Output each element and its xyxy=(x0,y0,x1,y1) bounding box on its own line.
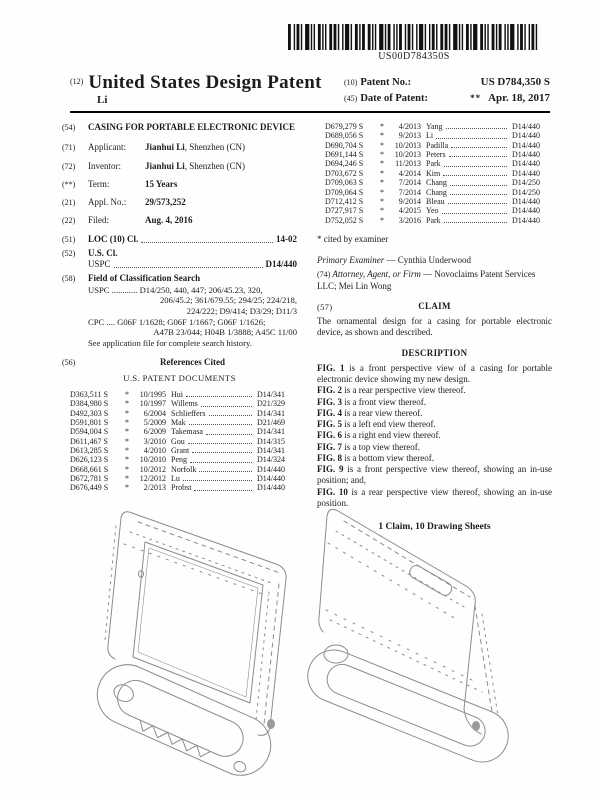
ref-examiner-star: * xyxy=(380,150,384,160)
ref-patent-number: D752,052 S xyxy=(325,215,364,225)
barcode-bars xyxy=(288,24,540,50)
ref-patent-number: D591,801 S xyxy=(70,417,109,427)
reference-row xyxy=(62,483,297,492)
figure-1-front-perspective-drawing xyxy=(56,500,308,798)
dot-leader xyxy=(190,462,252,463)
field-number: (45) xyxy=(344,94,358,103)
reference-row xyxy=(62,409,297,418)
date-of-patent-value: Apr. 18, 2017 xyxy=(488,92,550,104)
patent-number-label: Patent No.: xyxy=(360,77,412,88)
ref-date: 12/2012 xyxy=(139,474,166,484)
figure-label: FIG. 8 xyxy=(317,452,343,463)
ref-inventor: Park xyxy=(426,159,441,169)
ref-class: D14/341 xyxy=(257,446,285,456)
dot-leader xyxy=(206,434,252,435)
ref-inventor: Chang xyxy=(426,187,447,197)
barcode-number: US00D784350S xyxy=(378,51,450,62)
us-patent-documents-heading: U.S. PATENT DOCUMENTS xyxy=(123,373,236,384)
ref-patent-number: D690,704 S xyxy=(325,140,364,150)
ref-examiner-star: * xyxy=(125,464,129,474)
claim-text: The ornamental design for a casing for portable electronic device, as shown and described. xyxy=(317,316,552,338)
dot-leader xyxy=(436,138,507,139)
figure-description-line: FIG. 5 is a left end view thereof. xyxy=(317,419,436,430)
reference-row xyxy=(317,216,552,225)
ref-inventor: Hui xyxy=(171,389,183,399)
ref-patent-number: D703,672 S xyxy=(325,168,364,178)
ref-patent-number: D594,004 S xyxy=(70,427,109,437)
ref-inventor: Willems xyxy=(171,399,198,409)
ref-inventor: Schlieffers xyxy=(171,408,206,418)
inventor-name: Jianhui Li xyxy=(145,160,185,171)
ref-inventor: Lu xyxy=(171,474,180,484)
right-column xyxy=(317,122,552,534)
reference-row xyxy=(317,150,552,159)
ref-patent-number: D363,511 S xyxy=(70,389,108,399)
reference-row xyxy=(317,131,552,140)
figure-label: FIG. 3 xyxy=(317,396,343,407)
ref-date: 10/2010 xyxy=(139,455,166,465)
field-appl-no: (21) Appl. No.: 29/573,252 xyxy=(62,197,297,208)
ref-inventor: Peng xyxy=(171,455,187,465)
ref-date: 3/2016 xyxy=(398,215,421,225)
figure-label: FIG. 7 xyxy=(317,441,343,452)
date-of-patent-label: Date of Patent: xyxy=(360,93,428,104)
ref-examiner-star: * xyxy=(125,427,129,437)
ref-date: 4/2010 xyxy=(143,446,166,456)
dot-leader xyxy=(188,443,252,444)
ref-inventor: Bleau xyxy=(426,196,445,206)
left-column xyxy=(62,122,297,534)
references-table-right xyxy=(317,122,552,225)
ref-patent-number: D712,412 S xyxy=(325,196,364,206)
ref-patent-number: D694,246 S xyxy=(325,159,364,169)
dot-leader xyxy=(449,156,507,157)
ref-inventor: Gou xyxy=(171,436,185,446)
figure-label: FIG. 10 xyxy=(317,486,348,497)
ref-examiner-star: * xyxy=(380,206,384,216)
ref-patent-number: D679,279 S xyxy=(325,122,364,131)
reference-row xyxy=(62,474,297,483)
reference-row xyxy=(62,399,297,408)
ref-inventor: Peters xyxy=(426,150,446,160)
ref-date: 10/1997 xyxy=(139,399,166,409)
ref-date: 4/2015 xyxy=(398,206,421,216)
dot-leader xyxy=(141,242,273,243)
ref-inventor: Yang xyxy=(426,122,443,131)
ref-examiner-star: * xyxy=(380,159,384,169)
field-applicant: (71) Applicant: Jianhui Li, Shenzhen (CN) xyxy=(62,142,246,153)
ref-class: D14/341 xyxy=(257,408,285,418)
ref-examiner-star: * xyxy=(125,446,129,456)
figure-label: FIG. 5 xyxy=(317,419,343,430)
dot-leader xyxy=(442,213,507,214)
ref-class: D14/440 xyxy=(512,140,540,150)
ref-date: 10/2012 xyxy=(139,464,166,474)
invention-title: CASING FOR PORTABLE ELECTRONIC DEVICE xyxy=(88,122,296,132)
ref-examiner-star: * xyxy=(125,389,129,399)
dot-leader xyxy=(451,147,507,148)
ref-class: D14/440 xyxy=(257,474,285,484)
description-heading: DESCRIPTION xyxy=(401,347,468,358)
patent-number-row xyxy=(344,76,550,88)
ref-examiner-star: * xyxy=(125,474,129,484)
ref-class: D14/440 xyxy=(512,131,540,141)
ref-inventor: Li xyxy=(426,131,434,141)
header xyxy=(70,72,550,108)
ref-examiner-star: * xyxy=(380,196,384,206)
ref-date: 9/2013 xyxy=(398,131,421,141)
ref-date: 11/2013 xyxy=(395,159,421,169)
field-filed: (22) Filed: Aug. 4, 2016 xyxy=(62,215,297,226)
figure-label: FIG. 6 xyxy=(317,430,343,441)
ref-inventor: Takemasa xyxy=(171,427,203,437)
dot-leader xyxy=(450,185,507,186)
figure-description-line: FIG. 6 is a right end view thereof. xyxy=(317,430,441,441)
figure-descriptions xyxy=(317,363,552,509)
ref-patent-number: D672,781 S xyxy=(70,474,109,484)
reference-row xyxy=(62,455,297,464)
uspc-class-value: D14/440 xyxy=(265,259,297,269)
dot-leader xyxy=(199,471,252,472)
field-term: (**) Term: 15 Years xyxy=(62,179,297,190)
ref-date: 10/2013 xyxy=(394,150,421,160)
ref-examiner-star: * xyxy=(380,168,384,178)
ref-examiner-star: * xyxy=(380,178,384,188)
dot-leader xyxy=(183,480,252,481)
ref-class: D14/324 xyxy=(257,455,285,465)
ref-examiner-star: * xyxy=(380,140,384,150)
ref-class: D21/329 xyxy=(257,399,285,409)
figure-description-line: FIG. 7 is a top view thereof. xyxy=(317,441,420,452)
ref-class: D14/440 xyxy=(257,483,285,493)
filing-date: Aug. 4, 2016 xyxy=(145,215,193,226)
header-right xyxy=(344,76,550,108)
ref-examiner-star: * xyxy=(380,122,384,131)
reference-row xyxy=(317,141,552,150)
figure-label: FIG. 9 xyxy=(317,464,344,475)
figure-description-line: FIG. 4 is a rear view thereof. xyxy=(317,407,423,418)
ref-class: D14/440 xyxy=(512,168,540,178)
patent-number-value: US D784,350 S xyxy=(480,76,550,88)
ref-patent-number: D668,661 S xyxy=(70,464,109,474)
ref-inventor: Kim xyxy=(426,168,441,178)
ref-class: D14/341 xyxy=(257,389,285,399)
ref-date: 7/2014 xyxy=(398,178,421,188)
body-columns xyxy=(62,122,552,534)
field-inventor: (72) Inventor: Jianhui Li, Shenzhen (CN) xyxy=(62,160,246,171)
dot-leader xyxy=(194,490,252,491)
ref-class: D14/440 xyxy=(257,464,285,474)
reference-row xyxy=(62,437,297,446)
loc-class-value: 14-02 xyxy=(276,233,297,244)
ref-examiner-star: * xyxy=(125,417,129,427)
ref-patent-number: D384,980 S xyxy=(70,399,109,409)
ref-inventor: Norfolk xyxy=(171,464,197,474)
ref-examiner-star: * xyxy=(380,215,384,225)
ref-examiner-star: * xyxy=(380,131,384,141)
ref-class: D14/440 xyxy=(512,206,540,216)
ref-inventor: Chang xyxy=(426,178,447,188)
ref-date: 10/2013 xyxy=(394,140,421,150)
search-history-note: See application file for complete search history. xyxy=(88,338,252,349)
dot-leader xyxy=(114,267,263,268)
ref-patent-number: D611,467 S xyxy=(70,436,108,446)
field-loc-class: (51) LOC (10) Cl. 14-02 xyxy=(62,233,297,244)
ref-examiner-star: * xyxy=(125,436,129,446)
ref-inventor: Grant xyxy=(171,446,190,456)
applicant-name: Jianhui Li xyxy=(145,142,185,153)
ref-patent-number: D709,064 S xyxy=(325,187,364,197)
reference-row xyxy=(62,446,297,455)
figure-description-line: FIG. 9 is a front perspective view thereof, showing an in-use position; and, xyxy=(317,464,552,486)
figure-label: FIG. 2 xyxy=(317,385,343,396)
ref-date: 4/2014 xyxy=(398,168,421,178)
reference-row xyxy=(317,178,552,187)
field-title: (54) CASING FOR PORTABLE ELECTRONIC DEVICE xyxy=(62,122,296,132)
ref-class: D14/440 xyxy=(512,122,540,131)
attorney-line: (74) Attorney, Agent, or Firm — Novoclaims Patent Services LLC; Mei Lin Wong xyxy=(317,269,536,291)
dot-leader xyxy=(444,166,507,167)
reference-row xyxy=(317,197,552,206)
inventor-surname: Li xyxy=(97,94,108,106)
ref-patent-number: D727,917 S xyxy=(325,206,364,216)
references-table-left xyxy=(62,390,297,493)
figure-description-line: FIG. 10 is a rear perspective view thereof, showing an in-use position. xyxy=(317,486,552,508)
ref-class: D14/315 xyxy=(257,436,285,446)
ref-patent-number: D613,285 S xyxy=(70,446,109,456)
ref-class: D14/341 xyxy=(257,427,285,437)
ref-patent-number: D691,144 S xyxy=(325,150,364,160)
reference-row xyxy=(317,188,552,197)
dot-leader xyxy=(189,424,252,425)
ref-date: 6/2009 xyxy=(143,427,166,437)
ref-date: 3/2010 xyxy=(143,436,166,446)
figure-label: FIG. 4 xyxy=(317,407,343,418)
reference-row xyxy=(62,418,297,427)
ref-examiner-star: * xyxy=(125,455,129,465)
dot-leader xyxy=(446,128,507,129)
figure-description-line: FIG. 8 is a bottom view thereof. xyxy=(317,452,434,463)
reference-row xyxy=(317,206,552,215)
ref-class: D14/440 xyxy=(512,150,540,160)
ref-date: 10/1995 xyxy=(139,389,166,399)
dot-leader xyxy=(201,406,252,407)
ref-date: 4/2013 xyxy=(398,122,421,131)
ref-date: 7/2014 xyxy=(398,187,421,197)
ref-class: D14/440 xyxy=(512,159,540,169)
ref-patent-number: D492,303 S xyxy=(70,408,109,418)
dot-leader xyxy=(186,396,252,397)
ref-inventor: Padilla xyxy=(426,140,449,150)
ref-inventor: Probst xyxy=(171,483,192,493)
dot-leader xyxy=(450,194,507,195)
dot-leader xyxy=(443,175,507,176)
ref-date: 5/2009 xyxy=(143,417,166,427)
figure-description-line: FIG. 3 is a front view thereof. xyxy=(317,396,426,407)
dot-leader xyxy=(448,203,507,204)
claims-sheets-note: 1 Claim, 10 Drawing Sheets xyxy=(378,522,491,533)
figure-description-line: FIG. 2 is a rear perspective view thereof. xyxy=(317,385,466,396)
field-classification-search: (58) Field of Classification Search USPC ............ D14/250, 440, 447; 206/45.23, 320, 206/45.2; 361/679.55; 294/25; 224/218, 224/222; D9/414; D3/29; D11/3 CPC .... G06F 1/1628; G06F 1/1667; G06F 1/1626; A47B 23/044; H04B 1/3888; A45C 11/00 See application file for complete search history. xyxy=(62,273,297,349)
ref-class: D14/250 xyxy=(512,178,540,188)
reference-row xyxy=(62,390,297,399)
ref-class: D14/250 xyxy=(512,187,540,197)
ref-inventor: Yeo xyxy=(426,206,439,216)
figure-description-line: FIG. 1 is a front perspective view of a casing for portable electronic device showing my new design. xyxy=(317,362,552,385)
field-number: (10) xyxy=(344,78,358,87)
reference-row xyxy=(62,427,297,436)
application-number: 29/573,252 xyxy=(145,197,186,207)
term-value: 15 Years xyxy=(145,178,178,189)
dot-leader xyxy=(192,452,252,453)
ref-date: 2/2013 xyxy=(143,483,166,493)
ref-class: D14/440 xyxy=(512,196,540,206)
field-us-class: (52) U.S. Cl. USPC D14/440 xyxy=(62,247,297,269)
header-left xyxy=(70,72,322,108)
claim-heading: (57) CLAIM xyxy=(317,300,451,312)
ref-examiner-star: * xyxy=(380,187,384,197)
dot-leader xyxy=(209,415,252,416)
primary-examiner-line: Primary Examiner — Cynthia Underwood xyxy=(317,255,471,266)
ref-patent-number: D626,123 S xyxy=(70,455,109,465)
reference-row xyxy=(317,159,552,168)
ref-class: D14/440 xyxy=(512,215,540,225)
kind-code-number: (12) xyxy=(70,77,84,86)
ref-inventor: Mak xyxy=(171,417,186,427)
figure-2-rear-perspective-drawing xyxy=(296,494,554,796)
cited-by-examiner-note: * cited by examiner xyxy=(317,233,389,244)
term-extension-stars: ** xyxy=(470,93,482,103)
ref-inventor: Park xyxy=(426,215,441,225)
page-title: United States Design Patent xyxy=(88,72,322,93)
ref-examiner-star: * xyxy=(125,408,129,418)
ref-class: D21/469 xyxy=(257,417,285,427)
ref-examiner-star: * xyxy=(125,483,129,493)
reference-row xyxy=(62,465,297,474)
ref-date: 6/2004 xyxy=(143,408,166,418)
reference-row xyxy=(317,169,552,178)
ref-patent-number: D676,449 S xyxy=(70,483,109,493)
header-divider xyxy=(70,111,550,113)
ref-patent-number: D689,056 S xyxy=(325,131,364,141)
barcode xyxy=(288,24,540,62)
figure-label: FIG. 1 xyxy=(317,362,345,373)
ref-patent-number: D709,063 S xyxy=(325,178,364,188)
ref-examiner-star: * xyxy=(125,399,129,409)
date-of-patent-row xyxy=(344,92,550,104)
reference-row xyxy=(317,122,552,131)
references-cited-heading: (56) References Cited xyxy=(62,356,226,367)
dot-leader xyxy=(444,222,507,223)
ref-date: 9/2014 xyxy=(398,196,421,206)
